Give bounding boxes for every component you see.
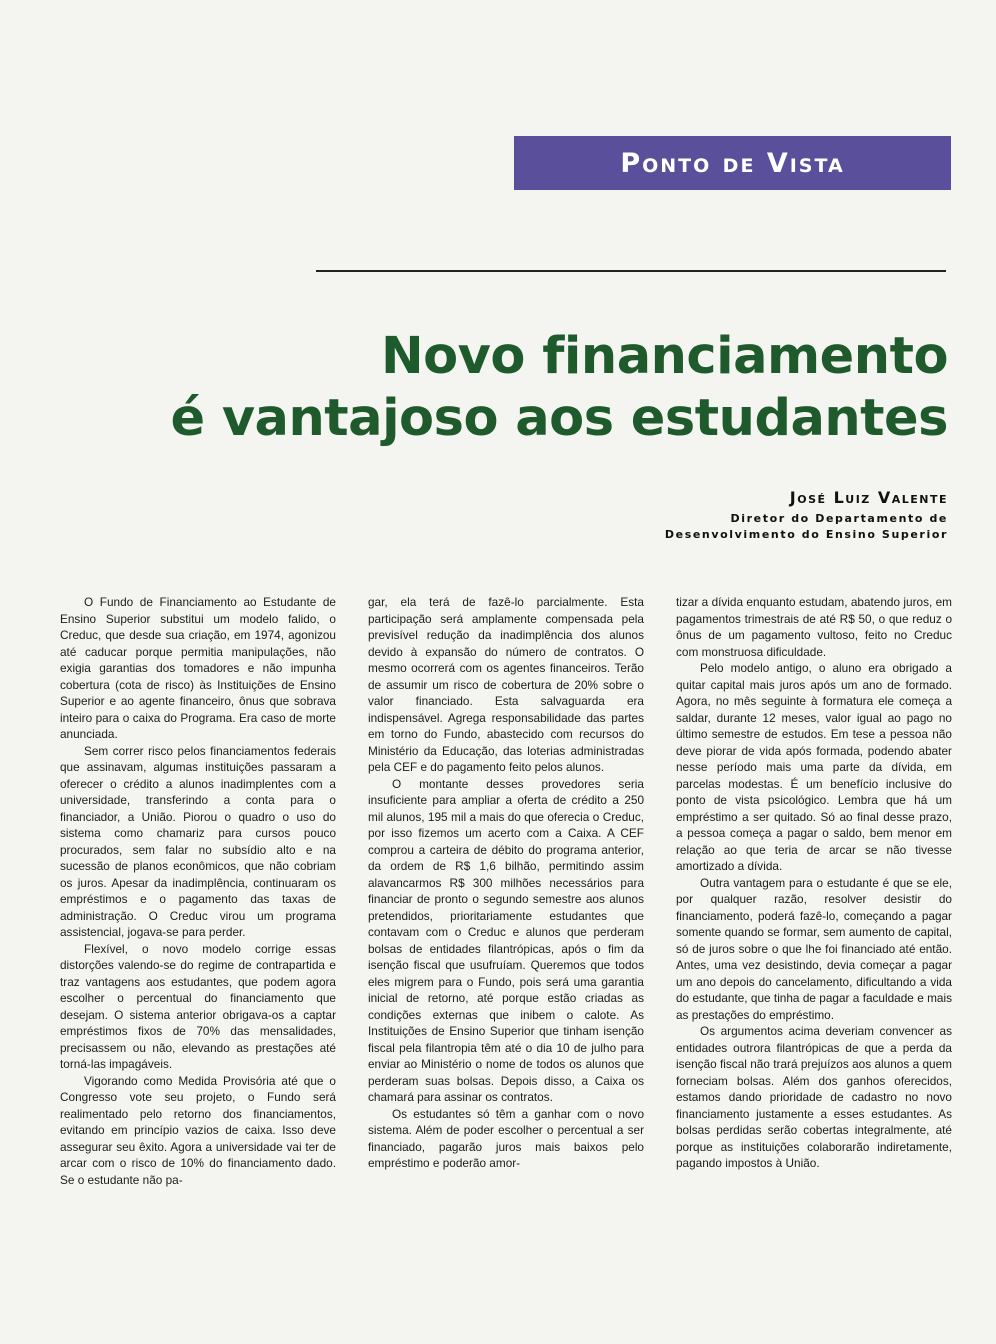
paragraph: Os estudantes só têm a ganhar com o novo sistema. Além de poder escolher o percentual a ser financiado, pagarão juros mais baixos pelo empréstimo e poderão amor- [368, 1106, 644, 1170]
paragraph: gar, ela terá de fazê-lo parcialmente. Esta participação será amplamente compensada pela previsível redução da inadimplência dos alunos devido à expansão do número de contratos. O mesmo ocorrerá com os agentes financeiros. Terão de assumir um risco de cobertura de 20% sobre o valor financiado. Esta salvaguarda era indispensável. Agrega responsabilidade das partes em torno do Fundo, abastecido com recursos do Ministério da Educação, das loterias administradas pela CEF e do pagamento feito pelos alunos. [368, 595, 644, 774]
paragraph: Pelo modelo antigo, o aluno era obrigado a quitar capital mais juros após um ano de formado. Agora, no mês seguinte à formatura ele começa a saldar, durante 12 meses, valor igual ao pago no último semestre de estudos. Em tese a pessoa não deve piorar de vida após formada, podendo abater nesse período mais uma parte da dívida, em parcelas modestas. É um benefício inclusive do ponto de vista psicológico. Lembra que há um empréstimo a ser quitado. Só ao final desse prazo, a pessoa começa a pagar o saldo, bem menor em relação ao que teria de arcar se não tivesse amortizado a dívida. [676, 661, 952, 873]
article-title [148, 326, 948, 450]
author-role-line-1: Diretor do Departamento de [730, 512, 948, 525]
paragraph: Os argumentos acima deveriam convencer as entidades outrora filantrópicas de que a perda da isenção fiscal não trará prejuízos aos alunos a quem forneciam bolsas. Além dos ganhos oferecidos, estamos dando prioridade de cadastro no novo financiamento justamente a esses estudantes. As bolsas perdidas serão cobertas integralmente, até porque as instituições colaborarão indiretamente, pagando impostos à União. [676, 1024, 952, 1170]
paragraph: Vigorando como Medida Provisória até que o Congresso vote seu projeto, o Fundo será realimentado pelo retorno dos financiamentos, evitando em princípio vazios de caixa. Isso deve assegurar seu êxito. Agora a universidade vai ter de arcar com o risco de 10% do financiamento dado. Se o estudante não pa- [60, 1073, 336, 1187]
author-name: José Luiz Valente [789, 488, 948, 507]
byline [665, 488, 948, 543]
title-line-2: é vantajoso aos estudantes [170, 389, 948, 448]
section-label: Ponto de Vista [620, 147, 845, 179]
paragraph: O montante desses provedores seria insuficiente para ampliar a oferta de crédito a 250 mil alunos, 195 mil a mais do que oferecia o Creduc, por isso fizemos um acerto com a Caixa. A CEF comprou a carteira de débito do programa anterior, da ordem de R$ 1,6 bilhão, permitindo assim alavancarmos R$ 300 milhões necessários para financiar de pronto o segundo semestre aos alunos pretendidos, prioritariamente estudantes que contavam com o Creduc e alunos que perderam bolsas de entidades filantrópicas, após o fim da isenção fiscal que usufruíam. Queremos que todos eles migrem para o Fundo, pois será uma garantia inicial de retorno, até porque estão criadas as condições externas que inibem o calote. As Instituições de Ensino Superior que tinham isenção fiscal pela filantropia têm até o dia 10 de julho para enviar ao Ministério o nome de todos os alunos que perderam suas bolsas. Depois disso, a Caixa os chamará para assinar os contratos. [368, 776, 644, 1104]
paragraph: Flexível, o novo modelo corrige essas distorções valendo-se do regime de contrapartida e traz vantagens aos estudantes, que podem agora escolher o percentual do financiamento que desejam. O sistema anterior obrigava-os a captar empréstimos fixos de 70% das mensalidades, precisassem ou não, elevando as prestações até torná-las impagáveis. [60, 941, 336, 1071]
paragraph: Sem correr risco pelos financiamentos federais que assinavam, algumas instituições passaram a oferecer o crédito a alunos inadimplentes com a universidade, transferindo a conta para o financiador, a União. Piorou o quadro o uso do sistema como chamariz para cursos pouco procurados, sem falar no subsídio alto e na sucessão de planos econômicos, que não cobriam os juros. Apesar da inadimplência, continuaram os empréstimos e o pagamento das taxas de administração. O Creduc virou um programa assistencial, jogava-se para perder. [60, 743, 336, 939]
divider-rule [316, 270, 946, 272]
text-column-2 [368, 594, 644, 1172]
author-role-line-2: Desenvolvimento do Ensino Superior [664, 528, 948, 541]
paragraph: O Fundo de Financiamento ao Estudante de Ensino Superior substitui um modelo falido, o Creduc, que desde sua criação, em 1974, agonizou até caducar porque permitia manipulações, não exigia garantias dos tomadores e não impunha cobertura (cota de risco) às Instituições de Ensino Superior e ao agente financeiro, ônus que sobrava inteiro para o caixa do Programa. Era caso de morte anunciada. [60, 595, 336, 741]
section-banner [514, 136, 951, 190]
paragraph: tizar a dívida enquanto estudam, abatendo juros, em pagamentos trimestrais de até R$ 50, o que reduz o ônus de um pagamento vultoso, feito no Creduc com monstruosa dificuldade. [676, 595, 952, 659]
paragraph: Outra vantagem para o estudante é que se ele, por qualquer razão, resolver desistir do financiamento, poderá fazê-lo, começando a pagar somente quando se formar, sem aumento de capital, só de juros sobre o que lhe foi financiado até então. Antes, uma vez desistindo, devia começar a pagar um ano depois do cancelamento, dificultando a vida do estudante, que tinha de pagar a faculdade e mais as prestações do empréstimo. [676, 875, 952, 1022]
title-line-1: Novo financiamento [380, 327, 948, 386]
text-column-1 [60, 594, 336, 1188]
text-column-3 [676, 594, 952, 1172]
